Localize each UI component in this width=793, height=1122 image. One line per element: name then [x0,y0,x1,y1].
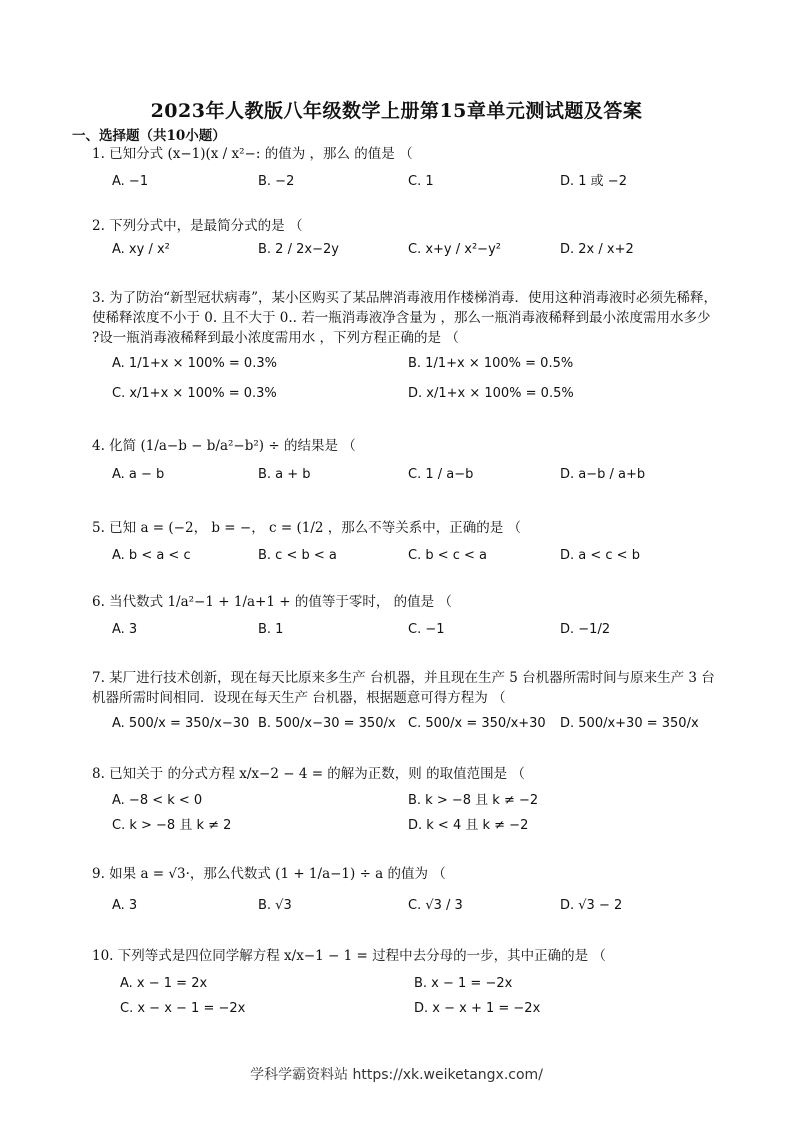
question-7-option-c: C. 500/x = 350/x+30 [408,716,546,731]
question-1-stem: 1. 已知分式 (x−1)(x / x²−: 的值为 ，那么 的值是 （ [92,146,413,162]
question-6-option-d: D. −1/2 [560,622,611,637]
question-10-option-c: C. x − x − 1 = −2x [120,1001,246,1016]
question-4-stem: 4. 化简 (1/a−b − b/a²−b²) ÷ 的结果是 （ [92,438,356,454]
question-9-option-b: B. √3 [258,898,292,913]
question-2-option-c: C. x+y / x²−y² [408,242,501,257]
question-8-option-d: D. k < 4 且 k ≠ −2 [408,818,529,833]
question-1-option-c: C. 1 [408,174,434,189]
question-1-option-d: D. 1 或 −2 [560,174,627,189]
question-9-option-c: C. √3 / 3 [408,898,463,913]
section-heading: 一、选择题（共10小题） [72,128,226,144]
question-4-option-a: A. a − b [112,467,165,482]
question-8-option-c: C. k > −8 且 k ≠ 2 [112,818,232,833]
question-5-option-c: C. b < c < a [408,548,488,563]
question-3-option-c: C. x/1+x × 100% = 0.3% [112,386,277,401]
question-8-option-b: B. k > −8 且 k ≠ −2 [408,793,539,808]
question-3-option-d: D. x/1+x × 100% = 0.5% [408,386,574,401]
question-5-option-d: D. a < c < b [560,548,640,563]
question-6-option-a: A. 3 [112,622,138,637]
question-3-stem: 3. 为了防治“新型冠状病毒”，某小区购买了某品牌消毒液用作楼梯消毒．使用这种消毒液时必须先稀释，使稀释浓度不小于 0. 且不大于 0.. 若一瓶消毒液净含量为 ，那么一瓶消毒液稀释到最小浓度需用水多少 ?设一瓶消毒液稀释到最小浓度需用水 ，下列方程正确的是 （ [92,290,717,346]
question-1-option-a: A. −1 [112,174,149,189]
question-6-option-b: B. 1 [258,622,284,637]
question-2-option-b: B. 2 / 2x−2y [258,242,339,257]
question-5-option-a: A. b < a < c [112,548,191,563]
question-2-option-d: D. 2x / x+2 [560,242,634,257]
question-9-option-d: D. √3 − 2 [560,898,623,913]
footer-watermark-link[interactable]: 学科学霸资料站 https://xk.weiketangx.com/ [250,1067,543,1083]
question-8-option-a: A. −8 < k < 0 [112,793,203,808]
question-10-stem: 10. 下列等式是四位同学解方程 x/x−1 − 1 = 过程中去分母的一步，其中正确的是 （ [92,948,606,964]
question-9-stem: 9. 如果 a = √3·，那么代数式 (1 + 1/a−1) ÷ a 的值为 （ [92,866,446,882]
document-title: 2023年人教版八年级数学上册第15章单元测试题及答案 [150,100,643,122]
question-5-option-b: B. c < b < a [258,548,337,563]
question-4-option-b: B. a + b [258,467,311,482]
question-2-option-a: A. xy / x² [112,242,170,257]
question-3-option-b: B. 1/1+x × 100% = 0.5% [408,356,574,371]
question-1-option-b: B. −2 [258,174,295,189]
question-7-option-a: A. 500/x = 350/x−30 [112,716,250,731]
question-10-option-b: B. x − 1 = −2x [414,976,513,991]
question-9-option-a: A. 3 [112,898,138,913]
question-7-stem: 7. 某厂进行技术创新，现在每天比原来多生产 台机器，并且现在生产 5 台机器所需时间与原来生产 3 台机器所需时间相同．设现在每天生产 台机器，根据题意可得方程为 （ [92,670,715,706]
question-4-option-c: C. 1 / a−b [408,467,474,482]
question-3-option-a: A. 1/1+x × 100% = 0.3% [112,356,277,371]
question-6-stem: 6. 当代数式 1/a²−1 + 1/a+1 + 的值等于零时， 的值是 （ [92,594,452,610]
question-4-option-d: D. a−b / a+b [560,467,646,482]
question-2-stem: 2. 下列分式中，是最简分式的是 （ [92,218,303,234]
question-7-option-d: D. 500/x+30 = 350/x [560,716,699,731]
question-8-stem: 8. 已知关于 的分式方程 x/x−2 − 4 = 的解为正数，则 的取值范围是 （ [92,766,525,782]
question-7-option-b: B. 500/x−30 = 350/x [258,716,396,731]
question-6-option-c: C. −1 [408,622,445,637]
question-10-option-d: D. x − x + 1 = −2x [414,1001,541,1016]
question-10-option-a: A. x − 1 = 2x [120,976,208,991]
question-5-stem: 5. 已知 a = (−2， b = −， c = (1/2 ，那么不等关系中，正确的是 （ [92,520,522,536]
